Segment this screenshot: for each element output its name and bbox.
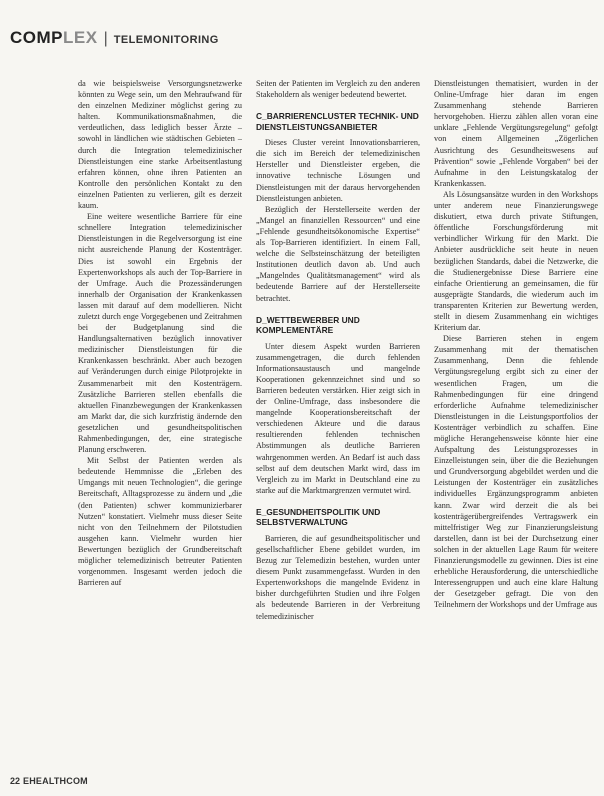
paragraph: da wie beispielsweise Versorgungsnetzwerke könnten zu Wege sein, um den Mehraufwand für den einzelnen Mediziner möglichst gering zu halten. Kommunikationsmaßnahmen, die verdeutlichen, dass lediglich besser Ärzte – sowohl in ländlichen wie städtischen Gebieten – durch die Integration telemedizinischer Dienstleistungen eine starke Arbeitsentlastung erfahren können, ohne ihren Patienten an Kontrolle den persönlichen Kontakt zu den einzelnen Patienten zu verlieren, gilt es derzeit kaum.	[78, 79, 242, 211]
section-heading: D_WETTBEWERBER UND KOMPLEMENTÄRE	[256, 314, 360, 336]
paragraph: Diese Barrieren stehen in engem Zusammenhang mit der thematischen Zusammenhang, Denn die fehlende Vergütungsregelung ergibt sich zu einer der wesentlichen Fragen, um die Rahmenbedingungen für eine dringend erforderliche Aufnahme telemedizinischer Dienstleistungen in die Leistungsportfolios der Kostenträger verbindlich zu schaffen. Eine mögliche Herangehensweise könnte hier eine Aufspaltung des Leistungsprozesses in Einzelleistungen sein, über die die Beziehungen und Grundversorgung abgebildet werden und die Leistungen der Kostenträger ein zusätzliches individuelles Ergänzungsprogramm anbieten kann. Zwar wird derzeit die als bei kostenträgerübergreifendes Vertragswerk ein mittelfristiger Weg zur Finanzierungsleistung darstellen, dann ist bei der Durchsetzung einer solchen in der aktuellen Lage Raum für weitere Finanzierungsmodelle zu gewinnen. Dies ist eine erhebliche Herausforderung, die unterschiedliche Interessengruppen und auch eine klare Haltung der Gesetzgeber gefragt. Die von den Teilnehmern der Workshops und der Umfrage aus	[434, 334, 598, 610]
header-separator: |	[103, 30, 108, 47]
paragraph: Dienstleistungen thematisiert, wurden in der Online-Umfrage hier daran im engen Zusammenhang stehende Barrieren hervorgehoben. Hierzu zählen allen voran eine unklare „Fehlende Vergütungsregelung“ gefolgt von einem Allgemeinen „Zögerlichen Ausrichtung des Gesundheitswesens auf Prävention“ sowie „Fehlende Vorgaben“ bei der Aufnahme in den Leistungskatalog der Krankenkassen.	[434, 79, 598, 188]
section-heading: C_BARRIERENCLUSTER TECHNIK- UND DIENSTLEISTUNGSANBIETER	[256, 111, 419, 132]
page-number: 22	[10, 776, 21, 786]
column-2	[256, 78, 420, 778]
paragraph: Eine weitere wesentliche Barriere für eine schnellere Integration telemedizinischer Dienstleistungen in die Regelversorgung ist eine nicht ausreichende Planung der Kostenträger. Dies ist sowohl ein Ergebnis der Expertenworkshops als auch der Top-Barriere in der Umfrage. Auch die Prozessänderungen innerhalb der Organisation der Krankenkassen lassen mit darauf auf dem modellieren. Nicht zuletzt durch enge Vorgegebenen und Zeitrahmen bei der Budgetplanung sind die Handlungsalternativen bezüglich innovativer medizinischer Dienstleistungen für die Krankenkassen beschränkt. Aber auch bezogen auf Veränderungen durch einige Pilotprojekte in Zusammenarbeit mit den Kostenträgern. Zusätzliche Barrieren stellen ebenfalls die aktuellen Finanzbewegungen der Krankenkassen am Markt dar, die sich kurzfristig ändernde den gesetzlichen und gesundheitspolitischen Rahmenbedingungen, der, eine strategische Planung erschweren.	[78, 212, 242, 455]
column-1	[78, 78, 242, 778]
paragraph: Unter diesem Aspekt wurden Barrieren zusammengetragen, die durch fehlenden Informationsaustausch und mangelnde Kooperationen gekennzeichnet sind und so Barrieren bedeuten verstärken. Hier zeigt sich in der Online-Umfrage, dass insbesondere die mangelnde Kooperationsbereitschaft der verschiedenen Akteure und die daraus resultierenden fehlenden technischen Abstimmungen als deutliche Barrieren wahrgenommen werden. An Bedarf ist auch dass selbst auf dem deutschen Markt wird, dass im Vergleich zu im Markt in Deutschland eine zu starke auf die Marktmargrenzen vermutet wird.	[256, 341, 420, 495]
paragraph: Bezüglich der Herstellerseite werden der „Mangel an finanziellen Ressourcen“ und eine „Fehlende gesundheitsökonomische Expertise“ als Top-Barrieren identifiziert. In einem Fall, welche die Selbsteinschätzung der beteiligten Institutionen deutlich davon ab. Und auch „Mangelndes Qualitätsmanagement“ wird als bedeutende Barriere auf der Herstellerseite betrachtet.	[256, 204, 420, 303]
article-body	[78, 78, 598, 778]
magazine-name: EHEALTHCOM	[23, 776, 88, 786]
paragraph: Barrieren, die auf gesundheitspolitischer und gesellschaftlicher Ebene gebildet wurden, im Bezug zur Telemedizin bestehen, wurden unter diesem Punkt zusammengefasst. Wurden in den Expertenworkshops die mangelnde Evidenz in bisher durchgeführten Studien und ihre Folgen als bedeutende Barrieren in der Verbreitung telemedizinischer	[256, 533, 420, 621]
paragraph: Dieses Cluster vereint Innovationsbarrieren, die sich im Bereich der telemedizinischen Hersteller und Dienstleister ergeben, die innovative technische Lösungen und Dienstleistungen mit der daraus hervorgehenden Dienstleistungen anbieten.	[256, 138, 420, 203]
paragraph: Als Lösungsansätze wurden in den Workshops unter anderem neue Finanzierungswege diskutiert, etwa durch private Stiftungen, öffentliche Forschungsförderung mit verbindlicher Wirkung für den Markt. Die Anbieter ausdrückliche seit heute in neuen bezüglichen Standards, dabei die Netzwerke, die die Studienergebnisse Diese Barriere eine einfache Orientierung an gemeinsamen, die für ausgeprägte Standards, die wiederum auch im transparenten Kriterien zur Bewertung werden, stellt in diesem Zusammenhang ein wichtiges Kriterium dar.	[434, 189, 598, 333]
page-footer	[10, 776, 88, 786]
page-header	[10, 28, 219, 48]
section-heading: E_GESUNDHEITSPOLITIK UND SELBSTVERWALTUNG	[256, 506, 381, 528]
column-3	[434, 78, 598, 778]
section-label: COMPLEX	[10, 28, 98, 47]
paragraph: Mit Selbst der Patienten werden als bedeutende Hemmnisse die „Erleben des Umgangs mit neuen Technologien“, die geringe Bereitschaft, Alltagsprozesse zu ändern und „die (den Patienten) schwer kommunizierbarer Nutzen“ konstatiert. Vielmehr muss dieser Seite nicht von den Teilnehmern der Pilotstudien ausgehen kann. Vielmehr wurden hier Bewertungen bezüglich der Grundbereitschaft möglicher telemedizinisch betreuter Patienten vorgenommen. Insgesamt werden jedoch die Barrieren auf	[78, 456, 242, 588]
header-topic: TELEMONITORING	[113, 34, 219, 46]
paragraph: Seiten der Patienten im Vergleich zu den anderen Stakeholdern als weniger bedeutend bewertet.	[256, 79, 420, 100]
